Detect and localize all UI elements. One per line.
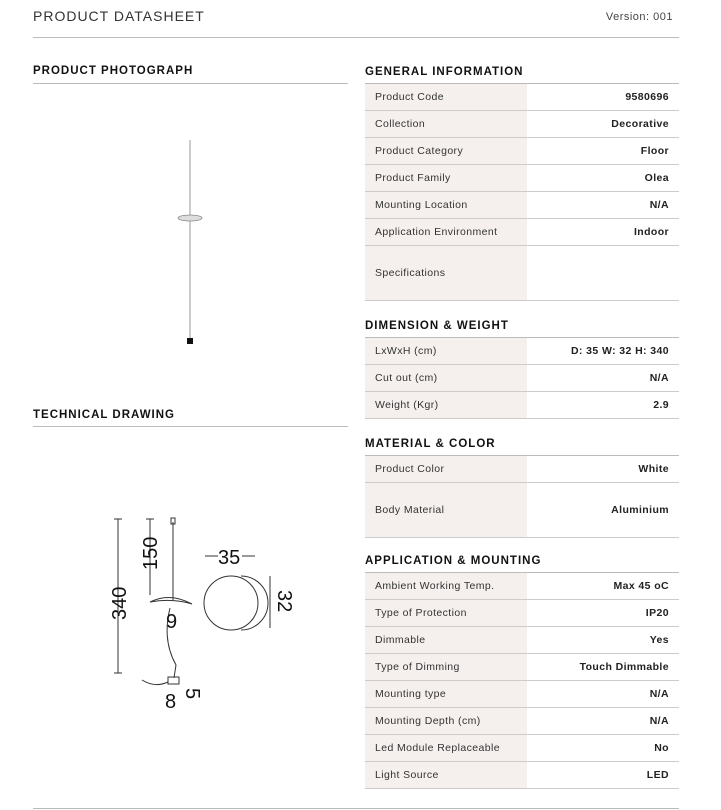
row-value: LED (527, 762, 679, 789)
dimension-table (365, 338, 679, 419)
table-row (365, 138, 679, 165)
row-value: N/A (527, 708, 679, 735)
row-value: Max 45 oC (527, 573, 679, 600)
material-table (365, 456, 679, 538)
row-label: Specifications (365, 246, 527, 301)
row-value: N/A (527, 365, 679, 392)
application-table (365, 573, 679, 789)
row-label: Type of Protection (365, 600, 527, 627)
table-row (365, 165, 679, 192)
table-row (365, 654, 679, 681)
dim-total-height: 340 (109, 586, 131, 620)
divider (33, 37, 679, 38)
row-value: Yes (527, 627, 679, 654)
row-label: Ambient Working Temp. (365, 573, 527, 600)
row-value: 9580696 (527, 84, 679, 111)
table-row (365, 246, 679, 301)
row-value: N/A (527, 192, 679, 219)
row-label: Application Environment (365, 219, 527, 246)
section-material-title: MATERIAL & COLOR (365, 438, 496, 450)
section-photo-title: PRODUCT PHOTOGRAPH (33, 65, 194, 77)
section-dimension-title: DIMENSION & WEIGHT (365, 320, 509, 332)
table-row (365, 600, 679, 627)
row-value: 2.9 (527, 392, 679, 419)
divider (33, 83, 348, 84)
dim-width: 32 (273, 590, 295, 613)
row-label: Mounting Location (365, 192, 527, 219)
row-label: Dimmable (365, 627, 527, 654)
table-row (365, 84, 679, 111)
product-photo (150, 135, 240, 350)
section-application-title: APPLICATION & MOUNTING (365, 555, 542, 567)
table-row (365, 573, 679, 600)
table-row (365, 219, 679, 246)
row-label: Collection (365, 111, 527, 138)
row-label: Product Category (365, 138, 527, 165)
table-row (365, 192, 679, 219)
row-value: Indoor (527, 219, 679, 246)
divider (33, 808, 679, 809)
row-value: N/A (527, 681, 679, 708)
table-row (365, 708, 679, 735)
row-label: Mounting Depth (cm) (365, 708, 527, 735)
row-label: LxWxH (cm) (365, 338, 527, 365)
table-row (365, 338, 679, 365)
table-row (365, 735, 679, 762)
page-title: PRODUCT DATASHEET (33, 8, 205, 24)
row-label: Type of Dimming (365, 654, 527, 681)
table-row (365, 762, 679, 789)
section-drawing-title: TECHNICAL DRAWING (33, 409, 176, 421)
general-table (365, 84, 679, 301)
dim-diameter: 35 (218, 547, 241, 569)
row-label: Weight (Kgr) (365, 392, 527, 419)
row-label: Cut out (cm) (365, 365, 527, 392)
row-value: IP20 (527, 600, 679, 627)
row-value: Floor (527, 138, 679, 165)
row-value: White (527, 456, 679, 483)
row-value: Olea (527, 165, 679, 192)
version-label: Version: 001 (605, 11, 673, 23)
row-label: Light Source (365, 762, 527, 789)
table-row (365, 392, 679, 419)
table-row (365, 456, 679, 483)
dim-base-width: 8 (165, 691, 177, 713)
row-value: Aluminium (527, 483, 679, 538)
table-row (365, 483, 679, 538)
row-label: Body Material (365, 483, 527, 538)
row-label: Product Color (365, 456, 527, 483)
row-label: Led Module Replaceable (365, 735, 527, 762)
row-value (527, 246, 679, 301)
technical-drawing (100, 500, 300, 720)
table-row (365, 365, 679, 392)
row-label: Product Code (365, 84, 527, 111)
table-row (365, 111, 679, 138)
divider (33, 426, 348, 427)
dim-top-height: 150 (140, 536, 162, 570)
dim-base-height: 5 (181, 688, 203, 700)
row-value: Decorative (527, 111, 679, 138)
row-label: Product Family (365, 165, 527, 192)
section-general-title: GENERAL INFORMATION (365, 66, 524, 78)
row-value: Touch Dimmable (527, 654, 679, 681)
dim-shade: 9 (166, 611, 178, 633)
row-label: Mounting type (365, 681, 527, 708)
table-row (365, 627, 679, 654)
row-value: D: 35 W: 32 H: 340 (527, 338, 679, 365)
table-row (365, 681, 679, 708)
row-value: No (527, 735, 679, 762)
